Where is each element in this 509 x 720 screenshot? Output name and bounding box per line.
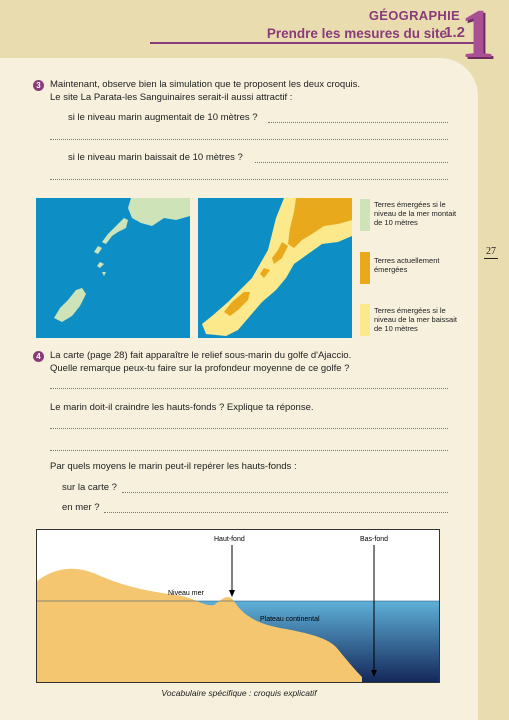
q4-sub1: sur la carte ? [62, 482, 117, 493]
label-haut-fond: Haut-fond [214, 536, 245, 543]
answer-line[interactable] [50, 450, 448, 451]
label-bas-fond: Bas-fond [360, 536, 389, 543]
question-3-badge: 3 [33, 80, 44, 91]
label-plateau: Plateau continental [260, 616, 320, 623]
answer-line[interactable] [50, 428, 448, 429]
legend-swatch-sea-fall [360, 304, 370, 336]
label-niveau-mer: Niveau mer [168, 590, 204, 597]
q3-sub1: si le niveau marin augmentait de 10 mètres ? [68, 112, 258, 123]
diagram-caption: Vocabulaire spécifique : croquis explicatif [161, 688, 317, 698]
legend-label: Terres émergées si le niveau de la mer baissait de 10 mètres [374, 306, 457, 333]
header-rule [150, 42, 478, 44]
answer-line[interactable] [50, 179, 448, 180]
section-number: 1.2 [444, 24, 465, 41]
answer-line[interactable] [50, 139, 448, 140]
legend-swatch-current [360, 252, 370, 284]
answer-line[interactable] [50, 388, 448, 389]
q4-question3: Par quels moyens le marin peut-il repérer les hauts-fonds : [50, 461, 297, 472]
section-title: Prendre les mesures du site [266, 26, 447, 41]
q4-sub2: en mer ? [62, 502, 100, 513]
legend-swatch-sea-rise [360, 199, 370, 231]
cross-section-diagram [36, 529, 440, 683]
q4-question2: Le marin doit-il craindre les hauts-fonds ? Explique ta réponse. [50, 402, 314, 413]
legend-label: Terres actuellement émergées [374, 256, 440, 274]
q3-line1: Maintenant, observe bien la simulation que te proposent les deux croquis. [50, 79, 360, 90]
q3-line2: Le site La Parata-les Sanguinaires serait-il aussi attractif : [50, 92, 293, 103]
question-4-badge: 4 [33, 351, 44, 362]
q4-line2: Quelle remarque peux-tu faire sur la profondeur moyenne de ce golfe ? [50, 363, 350, 374]
map-sea-fall [198, 198, 352, 338]
legend-label: Terres émergées si le niveau de la mer montait de 10 mètres [374, 200, 457, 227]
answer-line[interactable] [122, 492, 448, 493]
answer-line[interactable] [104, 512, 448, 513]
answer-line[interactable] [255, 162, 448, 163]
subject-title: GÉOGRAPHIE [368, 8, 460, 23]
map-sea-rise [36, 198, 190, 338]
answer-line[interactable] [268, 122, 448, 123]
page-number: 27 [486, 246, 496, 257]
q4-line1: La carte (page 28) fait apparaître le relief sous-marin du golfe d'Ajaccio. [50, 350, 352, 361]
chapter-number: 1 [460, 0, 495, 73]
q3-sub2: si le niveau marin baissait de 10 mètres ? [68, 152, 243, 163]
